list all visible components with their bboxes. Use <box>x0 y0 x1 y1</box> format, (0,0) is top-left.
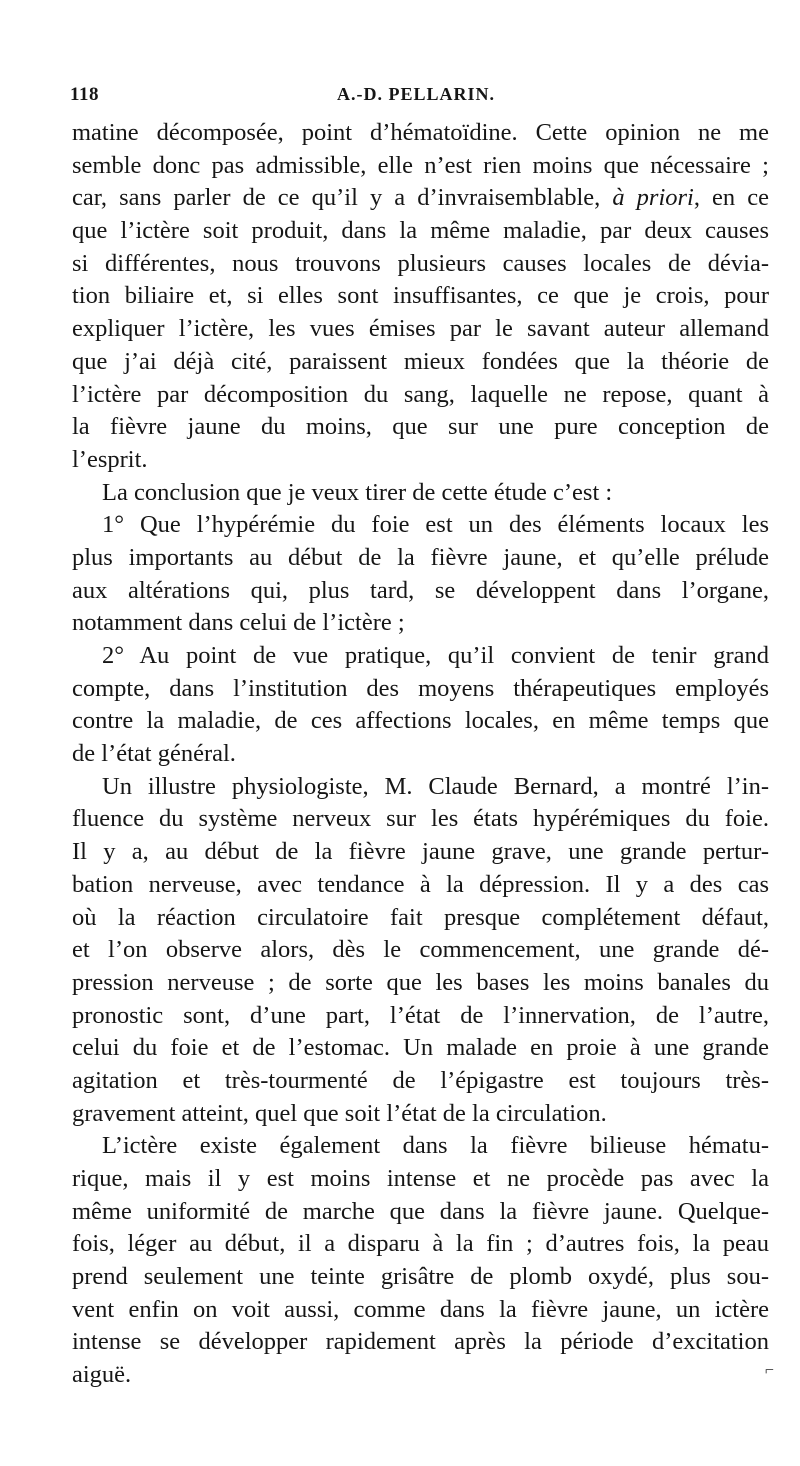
text-line: même uniformité de marche que dans la fièvre jaune. Quelque- <box>72 1197 769 1225</box>
text-line: si différentes, nous trouvons plusieurs causes locales de dévia- <box>72 249 769 277</box>
text-line: que l’ictère soit produit, dans la même maladie, par deux causes <box>72 217 769 245</box>
text-line: pronostic sont, d’une part, l’état de l’innervation, de l’autre, <box>72 1001 769 1029</box>
running-head <box>70 84 770 110</box>
text-line: la fièvre jaune du moins, que sur une pure conception de <box>72 413 769 441</box>
text-line: compte, dans l’institution des moyens thérapeutiques employés <box>72 674 769 702</box>
paragraph-start: La conclusion que je veux tirer de cette étude c’est : <box>102 478 613 506</box>
text-line: rique, mais il y est moins intense et ne procède pas avec la <box>72 1165 769 1192</box>
text-line: aiguë. <box>72 1361 132 1389</box>
text-line: semble donc pas admissible, elle n’est rien moins que nécessaire ; <box>72 151 769 179</box>
paragraph-start: 2° Au point de vue pratique, qu’il convient de tenir grand <box>102 642 769 669</box>
text-line: intense se développer rapidement après la période d’excitation <box>72 1328 769 1356</box>
text-line: fluence du système nerveux sur les états hypérémiques du foie. <box>72 805 769 833</box>
text-line: matine décomposée, point d’hématoïdine. Cette opinion ne me <box>72 119 769 146</box>
text-line: gravement atteint, quel que soit l’état de la circulation. <box>72 1099 607 1127</box>
page-number: 118 <box>70 84 99 105</box>
paragraph-start: L’ictère existe également dans la fièvre bilieuse hématu- <box>102 1132 769 1160</box>
text-line: agitation et très-tourmenté de l’épigastre est toujours très- <box>72 1066 769 1094</box>
text-line: et l’on observe alors, dès le commencement, une grande dé- <box>72 936 769 964</box>
text-line: aux altérations qui, plus tard, se développent dans l’organe, <box>72 576 769 604</box>
printer-mark: ⌐ <box>765 1362 775 1379</box>
text-line: Il y a, au début de la fièvre jaune grave, une grande pertur- <box>72 838 769 866</box>
text-line: car, sans parler de ce qu’il y a d’invraisemblable, à priori, en ce <box>72 184 769 212</box>
paragraph-start: 1° Que l’hypérémie du foie est un des éléments locaux les <box>102 511 769 539</box>
text-line: plus importants au début de la fièvre jaune, et qu’elle prélude <box>72 543 769 571</box>
text-line: où la réaction circulatoire fait presque complétement défaut, <box>72 903 769 931</box>
text-line: notamment dans celui de l’ictère ; <box>72 609 405 637</box>
text-line: vent enfin on voit aussi, comme dans la fièvre jaune, un ictère <box>72 1295 769 1323</box>
text-line: de l’état général. <box>72 740 236 768</box>
text-line: fois, léger au début, il a disparu à la fin ; d’autres fois, la peau <box>72 1230 769 1258</box>
text-line: celui du foie et de l’estomac. Un malade en proie à une grande <box>72 1034 769 1062</box>
text-line: tion biliaire et, si elles sont insuffisantes, ce que je crois, pour <box>72 282 769 310</box>
text-line: contre la maladie, de ces affections locales, en même temps que <box>72 707 769 735</box>
text-line: l’ictère par décomposition du sang, laquelle ne repose, quant à <box>72 380 769 408</box>
paragraph-start: Un illustre physiologiste, M. Claude Bernard, a montré l’in- <box>102 772 769 800</box>
text-line: expliquer l’ictère, les vues émises par le savant auteur allemand <box>72 315 769 343</box>
text-line: pression nerveuse ; de sorte que les bases les moins banales du <box>72 968 769 996</box>
running-title: A.-D. PELLARIN. <box>337 84 496 104</box>
text-line: l’esprit. <box>72 445 148 473</box>
italic-phrase: à priori <box>612 184 694 212</box>
body-text <box>72 117 769 1392</box>
text-line: que j’ai déjà cité, paraissent mieux fondées que la théorie de <box>72 347 769 375</box>
text-line: prend seulement une teinte grisâtre de plomb oxydé, plus sou- <box>72 1263 769 1291</box>
text-line: bation nerveuse, avec tendance à la dépression. Il y a des cas <box>72 870 769 898</box>
